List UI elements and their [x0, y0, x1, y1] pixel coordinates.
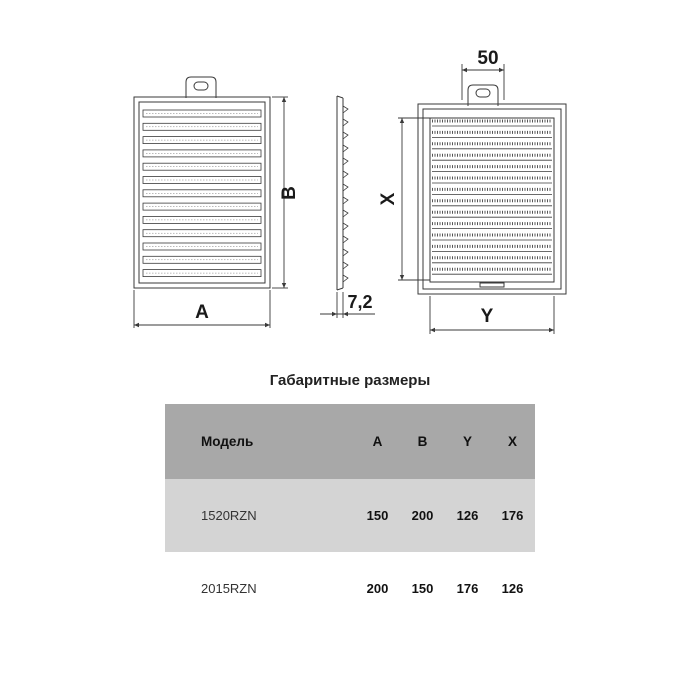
side-rib: [343, 249, 348, 256]
side-rib: [343, 119, 348, 126]
value-cell-y: 126: [456, 508, 479, 523]
header-y: Y: [462, 434, 472, 449]
side-rib: [343, 262, 348, 269]
dimension-arrowhead: [462, 68, 467, 72]
value-cell-b: 200: [411, 508, 434, 523]
side-rib: [343, 210, 348, 217]
dimension-arrowhead: [282, 283, 286, 288]
side-rib: [343, 184, 348, 191]
value-cell-x: 176: [501, 508, 524, 523]
dim-label-x: X: [378, 192, 399, 206]
dimension-arrowhead: [400, 275, 404, 280]
side-rib: [343, 158, 348, 165]
side-rib: [343, 106, 348, 113]
dimension-arrowhead: [499, 68, 504, 72]
table-header-row: [165, 404, 535, 479]
header-b: B: [417, 434, 428, 449]
side-rib: [343, 171, 348, 178]
table-row: [165, 552, 535, 625]
front-view: [134, 77, 270, 288]
value-cell-a: 150: [366, 508, 389, 523]
dim-label-y: Y: [480, 306, 494, 327]
dimension-arrowhead: [400, 118, 404, 123]
dimension-arrowhead: [549, 328, 554, 332]
table-row: [165, 479, 535, 552]
header-model: Модель: [201, 434, 254, 449]
dim-label-top-width: 50: [477, 48, 499, 69]
front-louvers: [143, 110, 261, 277]
header-a: A: [372, 434, 383, 449]
side-view: [337, 96, 348, 290]
side-rib: [343, 275, 348, 282]
dimension-arrowhead: [134, 323, 139, 327]
dimension-arrowhead: [282, 97, 286, 102]
dimension-arrowhead: [343, 312, 348, 316]
table-caption: Габаритные размеры: [269, 372, 431, 389]
dim-label-a: A: [195, 302, 209, 323]
value-cell-x: 126: [501, 581, 524, 596]
side-rib: [343, 223, 348, 230]
side-profile-ribs: [343, 106, 348, 282]
side-rib: [343, 145, 348, 152]
dim-label-depth: 7,2: [347, 292, 373, 312]
dim-label-b: B: [279, 186, 300, 200]
dimension-arrowhead: [332, 312, 337, 316]
dimensions-table: [165, 404, 535, 625]
value-cell-y: 176: [456, 581, 479, 596]
value-cell-a: 200: [366, 581, 389, 596]
dimension-arrowhead: [265, 323, 270, 327]
value-cell-b: 150: [411, 581, 434, 596]
model-cell: 1520RZN: [201, 508, 257, 523]
side-rib: [343, 236, 348, 243]
rear-view: [418, 85, 566, 294]
model-cell: 2015RZN: [201, 581, 257, 596]
side-rib: [343, 197, 348, 204]
rear-louvers: [432, 121, 552, 274]
header-x: X: [507, 434, 517, 449]
dimension-arrowhead: [430, 328, 435, 332]
side-rib: [343, 132, 348, 139]
